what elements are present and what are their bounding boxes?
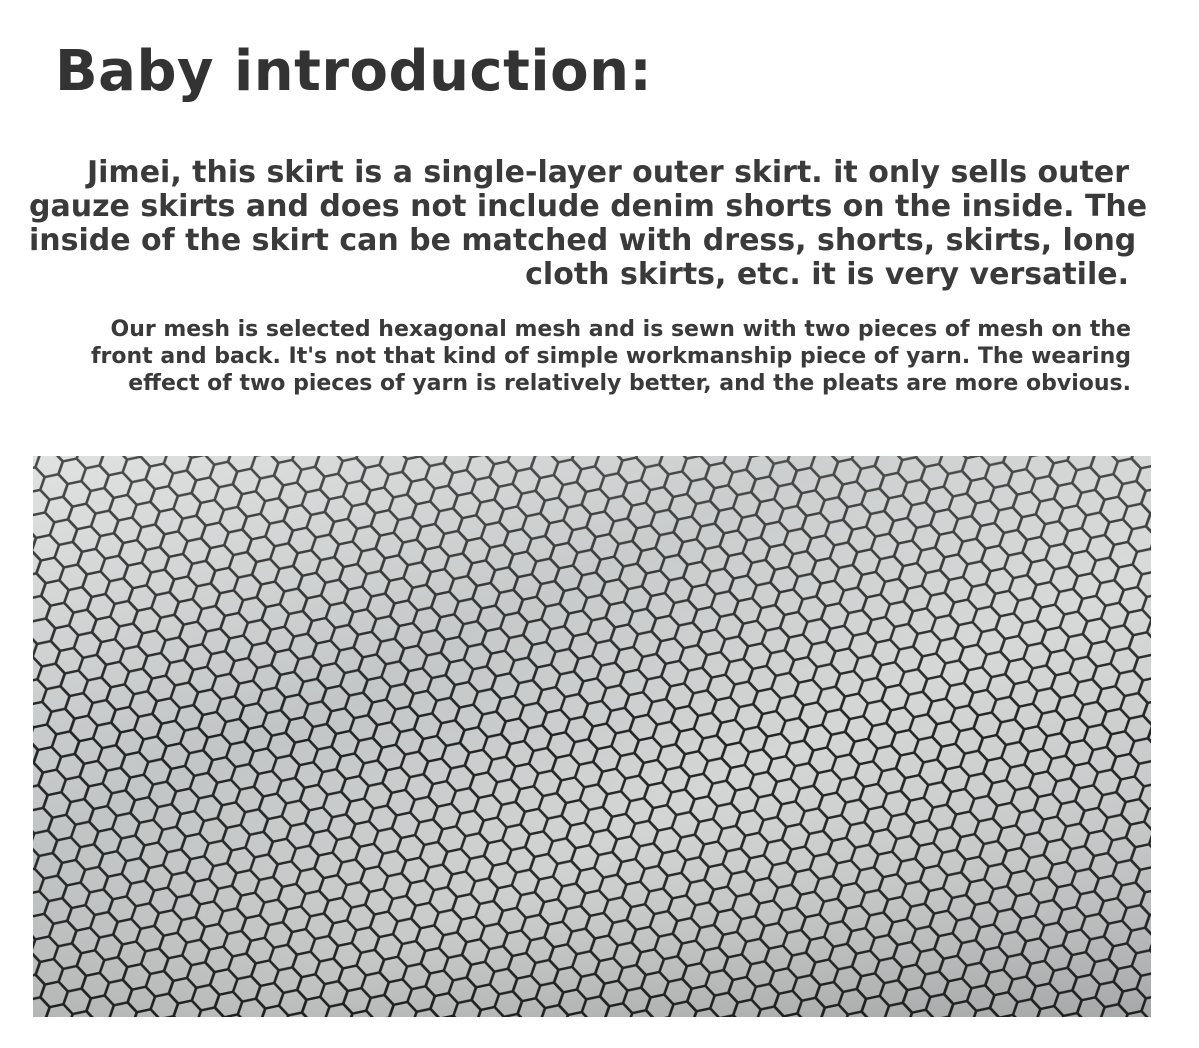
hexagonal-mesh-photo: [33, 456, 1151, 1017]
intro-line: Jimei, this skirt is a single-layer outer skirt. it only sells outer: [86, 155, 1129, 190]
mesh-description-line: front and back. It's not that kind of simple workmanship piece of yarn. The wearing: [90, 344, 1131, 369]
intro-paragraph: [29, 155, 1148, 292]
page-title: Baby introduction:: [55, 39, 653, 104]
mesh-description-line: Our mesh is selected hexagonal mesh and is sewn with two pieces of mesh on the: [110, 317, 1131, 342]
intro-line: gauze skirts and does not include denim shorts on the inside. The: [29, 189, 1148, 224]
mesh-description-paragraph: [0, 316, 1131, 397]
intro-line: cloth skirts, etc. it is very versatile.: [525, 257, 1129, 292]
mesh-illustration: [33, 456, 1151, 1017]
mesh-description-line: effect of two pieces of yarn is relatively better, and the pleats are more obvious.: [128, 371, 1131, 396]
intro-line: inside of the skirt can be matched with dress, shorts, skirts, long: [29, 223, 1137, 258]
